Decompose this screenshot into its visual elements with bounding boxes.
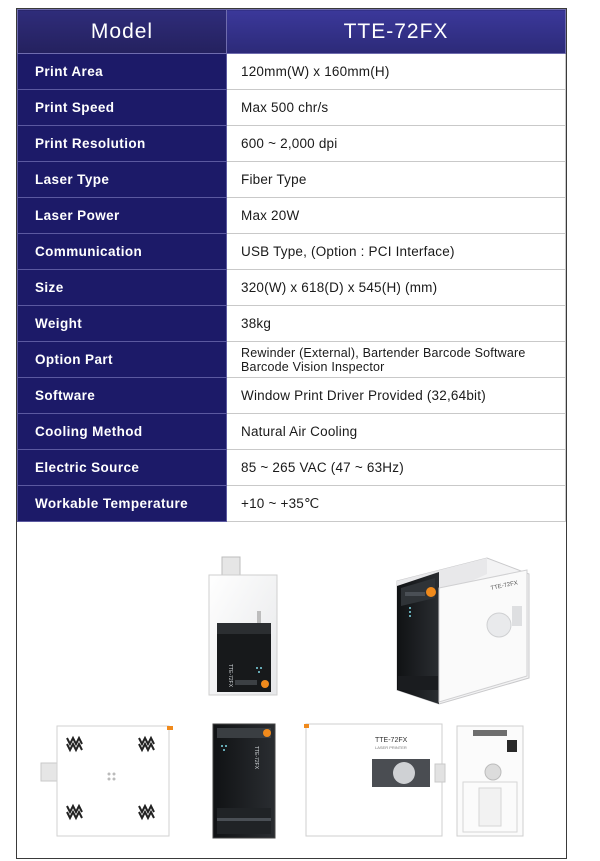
brand-label: TTE-72FX [227, 664, 233, 688]
spec-value: 120mm(W) x 160mm(H) [227, 54, 566, 90]
spec-value: USB Type, (Option : PCI Interface) [227, 234, 566, 270]
spec-value: Max 500 chr/s [227, 90, 566, 126]
spec-row-print-speed [18, 90, 566, 126]
spec-row-electric-source [18, 450, 566, 486]
spec-label: Option Part [18, 342, 227, 378]
spec-value: 600 ~ 2,000 dpi [227, 126, 566, 162]
spec-value: 38kg [227, 306, 566, 342]
spec-row-laser-type [18, 162, 566, 198]
spec-label: Communication [18, 234, 227, 270]
spec-label: Laser Type [18, 162, 227, 198]
spec-label: Weight [18, 306, 227, 342]
spec-label: Electric Source [18, 450, 227, 486]
table-header [18, 10, 566, 54]
model-name-header: TTE-72FX [227, 10, 566, 54]
spec-sheet [16, 8, 567, 859]
spec-label: Workable Temperature [18, 486, 227, 522]
spec-value: 320(W) x 618(D) x 545(H) (mm) [227, 270, 566, 306]
subtitle-label: LASER PRINTER [375, 745, 407, 750]
brand-label: TTE-72FX [253, 746, 259, 770]
model-header: Model [18, 10, 227, 54]
spec-label: Print Area [18, 54, 227, 90]
spec-table [17, 9, 566, 522]
spec-value-line: Rewinder (External), Bartender Barcode Software [241, 345, 526, 360]
printer-perspective-image [397, 558, 529, 704]
spec-value: +10 ~ +35℃ [227, 486, 566, 522]
spec-value: Fiber Type [227, 162, 566, 198]
spec-label: Software [18, 378, 227, 414]
spec-row-communication [18, 234, 566, 270]
spec-row-print-resolution [18, 126, 566, 162]
spec-value: 85 ~ 265 VAC (47 ~ 63Hz) [227, 450, 566, 486]
spec-row-laser-power [18, 198, 566, 234]
spec-row-size [18, 270, 566, 306]
printer-side-view-image [304, 724, 445, 836]
spec-label: Cooling Method [18, 414, 227, 450]
spec-value: Max 20W [227, 198, 566, 234]
spec-label: Print Speed [18, 90, 227, 126]
spec-row-software [18, 378, 566, 414]
spec-value: Window Print Driver Provided (32,64bit) [227, 378, 566, 414]
product-photos [17, 526, 566, 858]
spec-row-weight [18, 306, 566, 342]
spec-value-line: Barcode Vision Inspector [241, 359, 385, 374]
spec-label: Laser Power [18, 198, 227, 234]
spec-row-print-area [18, 54, 566, 90]
spec-row-cooling-method [18, 414, 566, 450]
spec-value [227, 342, 566, 378]
spec-row-workable-temperature [18, 486, 566, 522]
printer-front-view-image [209, 557, 277, 695]
spec-row-option-part [18, 342, 566, 378]
spec-label: Size [18, 270, 227, 306]
spec-label: Print Resolution [18, 126, 227, 162]
brand-label: TTE-72FX [490, 580, 519, 592]
spec-value: Natural Air Cooling [227, 414, 566, 450]
printer-dark-front-image [213, 724, 275, 838]
brand-label: TTE-72FX [375, 737, 408, 744]
printer-rear-view-image [457, 726, 523, 836]
printer-top-view-image [41, 726, 173, 836]
